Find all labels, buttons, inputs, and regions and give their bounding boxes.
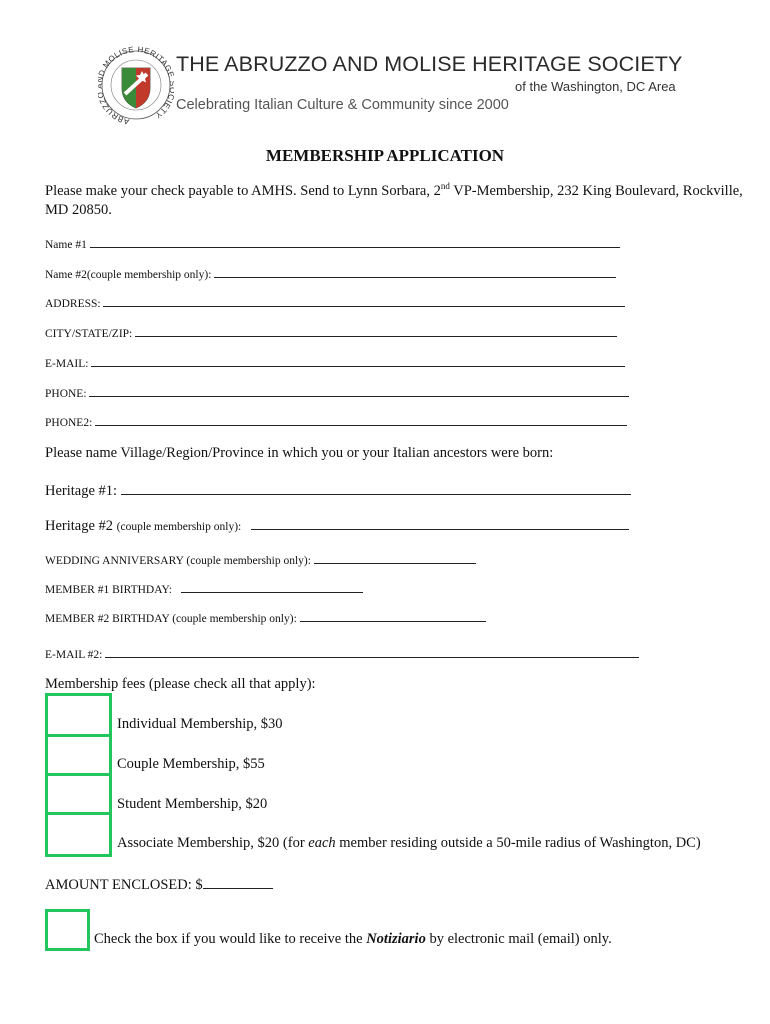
name1-input-line[interactable] <box>90 236 620 248</box>
heritage1-label: Heritage #1: <box>45 483 118 499</box>
birthday1-field[interactable] <box>45 581 363 596</box>
city-label: CITY/STATE/ZIP: <box>45 328 133 340</box>
address-label: ADDRESS: <box>45 298 101 310</box>
amount-field[interactable] <box>45 874 273 894</box>
fees-heading: Membership fees (please check all that apply): <box>45 676 316 692</box>
notiziario-checkbox[interactable] <box>45 909 90 951</box>
email-input-line[interactable] <box>91 355 625 367</box>
phone2-input-line[interactable] <box>95 414 627 426</box>
heritage2-label: Heritage #2 <box>45 518 114 534</box>
heritage1-field[interactable] <box>45 480 631 500</box>
email-label: E-MAIL: <box>45 358 89 370</box>
name2-input-line[interactable] <box>214 266 616 278</box>
birthday1-input-line[interactable] <box>181 581 363 593</box>
notiziario-label: Check the box if you would like to receive the Notiziario by electronic mail (email) only. <box>94 931 612 947</box>
heritage2-note: (couple membership only): <box>116 521 242 533</box>
name2-field[interactable] <box>45 266 616 281</box>
couple-checkbox[interactable] <box>45 734 112 776</box>
individual-label: Individual Membership, $30 <box>117 716 283 732</box>
society-seal-icon <box>98 44 174 126</box>
associate-label: Associate Membership, $20 (for each member residing outside a 50-mile radius of Washington, DC) <box>117 835 701 851</box>
phone-input-line[interactable] <box>89 385 629 397</box>
email2-label: E-MAIL #2: <box>45 649 103 661</box>
individual-checkbox[interactable] <box>45 693 112 737</box>
city-input-line[interactable] <box>135 325 617 337</box>
heritage2-input-line[interactable] <box>251 515 629 530</box>
form-title: MEMBERSHIP APPLICATION <box>265 146 505 165</box>
heritage1-input-line[interactable] <box>121 480 631 495</box>
form-intro: Please make your check payable to AMHS. Send to Lynn Sorbara, 2nd VP-Membership, 232 King Boulevard, Rockville, MD 20850. <box>45 181 743 218</box>
address-field[interactable] <box>45 295 625 310</box>
org-name: THE ABRUZZO AND MOLISE HERITAGE SOCIETY <box>176 52 683 76</box>
org-tagline: Celebrating Italian Culture & Community since 2000 <box>176 97 509 113</box>
student-checkbox[interactable] <box>45 773 112 815</box>
society-logo <box>98 44 174 126</box>
phone2-label: PHONE2: <box>45 417 93 429</box>
phone-field[interactable] <box>45 385 629 400</box>
anniversary-field[interactable] <box>45 552 476 567</box>
org-area: of the Washington, DC Area <box>515 79 676 94</box>
birthday2-label: MEMBER #2 BIRTHDAY (couple membership only): <box>45 613 297 625</box>
birthday2-field[interactable] <box>45 610 486 625</box>
name2-label: Name #2(couple membership only): <box>45 269 212 281</box>
village-prompt: Please name Village/Region/Province in which you or your Italian ancestors were born: <box>45 445 554 461</box>
amount-label: AMOUNT ENCLOSED: $ <box>45 877 203 893</box>
associate-checkbox[interactable] <box>45 812 112 857</box>
city-field[interactable] <box>45 325 617 340</box>
phone-label: PHONE: <box>45 388 87 400</box>
email-field[interactable] <box>45 355 625 370</box>
name1-label: Name #1 <box>45 239 87 251</box>
birthday1-label: MEMBER #1 BIRTHDAY: <box>45 584 172 596</box>
heritage2-field[interactable] <box>45 515 629 535</box>
amount-input-line[interactable] <box>203 874 273 889</box>
email2-field[interactable] <box>45 646 639 661</box>
birthday2-input-line[interactable] <box>300 610 486 622</box>
phone2-field[interactable] <box>45 414 627 429</box>
name1-field[interactable] <box>45 236 620 251</box>
email2-input-line[interactable] <box>105 646 639 658</box>
address-input-line[interactable] <box>103 295 625 307</box>
anniversary-label: WEDDING ANNIVERSARY (couple membership only): <box>45 555 311 567</box>
couple-label: Couple Membership, $55 <box>117 756 265 772</box>
anniversary-input-line[interactable] <box>314 552 476 564</box>
seal-text: ABRUZZ MOLISE HERITAG IETY <box>98 44 174 126</box>
student-label: Student Membership, $20 <box>117 796 268 812</box>
